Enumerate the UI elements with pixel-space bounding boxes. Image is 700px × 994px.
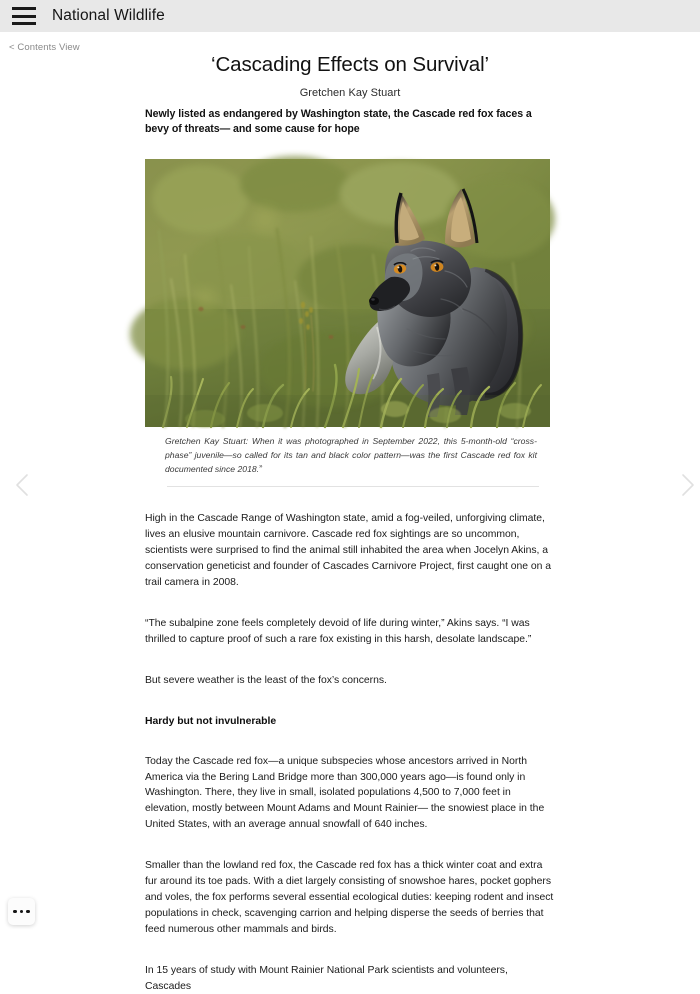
more-dot: [13, 910, 17, 914]
article-paragraph: Today the Cascade red fox—a unique subspecies whose ancestors arrived in North America via the Bering Land Bridge more than 300,000 years ago—is found only in Washington. There, they live in small, isolated populations 4,500 to 7,000 feet in elevation, mostly between Mount Adams and Mount Rainier— the snowiest place in the United States, with an average annual snowfall of 640 inches.: [145, 755, 545, 831]
figure-caption-text: Gretchen Kay Stuart: When it was photographed in September 2022, this 5-month-old “cross-phase” juvenile—so called for its tan and black color pattern—was the first Cascade red fox kit documented since 2018.: [165, 435, 537, 474]
more-dot: [20, 910, 24, 914]
more-options-button[interactable]: [8, 898, 35, 925]
article-body: [145, 511, 555, 994]
article-paragraph: High in the Cascade Range of Washington state, amid a fog-veiled, unforgiving climate, lives an elusive mountain carnivore. Cascade red fox sightings are so uncommon, scientists were surprised to find the animal still inhabited the area when Jocelyn Akins, a conservation geneticist and founder of Cascades Carnivore Project, first caught one on a trail camera in 2008.: [145, 513, 552, 589]
page-title: ‘Cascading Effects on Survival’: [211, 53, 489, 76]
article-paragraph: In 15 years of study with Mount Rainier National Park scientists and volunteers, Cascades: [145, 964, 508, 992]
article-subheading: Hardy but not invulnerable: [145, 715, 277, 727]
caption-divider: [167, 486, 539, 487]
hamburger-bar: [12, 7, 36, 10]
article-paragraph: Smaller than the lowland red fox, the Cascade red fox has a thick winter coat and extra fur around its toe pads. With a diet largely consisting of snowshoe hares, pocket gophers and voles, the fox performs several essential ecological duties: keeping rodent and insect populations in check, scavenging carrion and helping disperse the seeds of berries that feed numerous other mammals and birds.: [145, 860, 554, 935]
chevron-left-icon[interactable]: [12, 472, 34, 498]
hamburger-bar: [12, 15, 36, 18]
hamburger-menu-icon[interactable]: [12, 7, 36, 25]
chevron-right-icon[interactable]: [676, 472, 698, 498]
article-container: [145, 52, 555, 994]
fox-photograph: [145, 159, 550, 427]
more-dot: [26, 910, 30, 914]
article-paragraph: But severe weather is the least of the fox’s concerns.: [145, 674, 387, 686]
article-figure: [145, 159, 550, 488]
figure-caption: [165, 435, 537, 477]
hamburger-bar: [12, 22, 36, 25]
article-deck: Newly listed as endangered by Washington state, the Cascade red fox faces a bevy of threats— and some cause for hope: [145, 107, 532, 135]
app-title: National Wildlife: [52, 7, 165, 24]
byline: Gretchen Kay Stuart: [299, 86, 401, 99]
figure-caption-mark: »: [259, 463, 263, 470]
app-header-bar: [0, 0, 700, 32]
contents-view-link[interactable]: < Contents View: [9, 42, 80, 53]
article-paragraph: “The subalpine zone feels completely devoid of life during winter,” Akins says. “I was thrilled to capture proof of such a rare fox existing in this harsh, desolate landscape.”: [145, 617, 532, 645]
